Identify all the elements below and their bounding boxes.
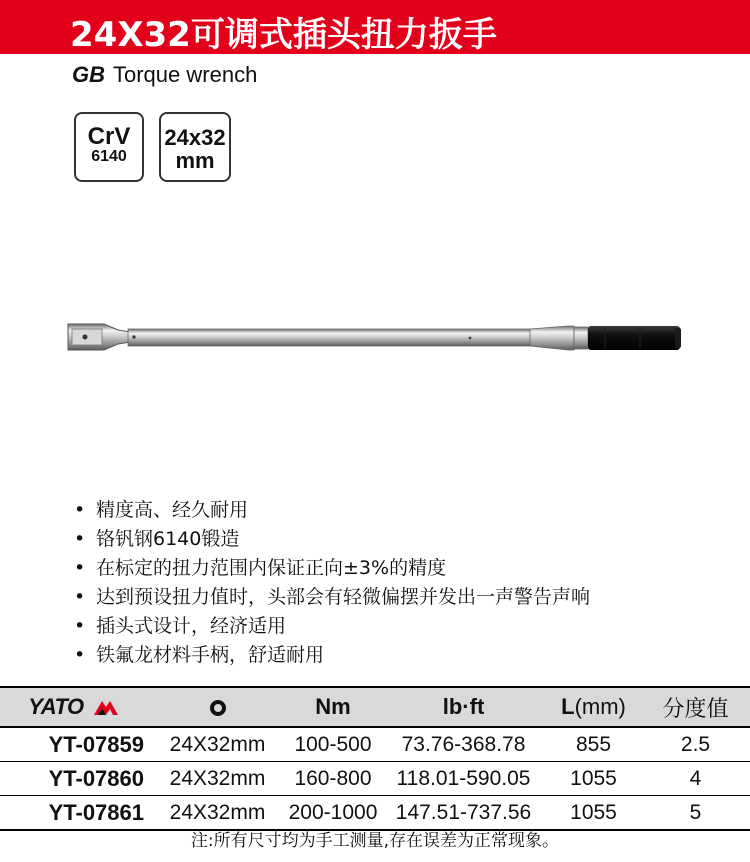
length-unit: (mm) [574,694,626,719]
model-cell: YT-07859 [0,727,150,762]
bullet-icon: • [74,644,86,666]
size-header [150,687,285,727]
feature-item: • 铬钒钢6140锻造 [74,525,590,554]
feature-item: • 在标定的扭力范围内保证正向±3%的精度 [74,554,590,583]
division-cell: 5 [641,796,750,831]
feature-list [74,496,590,670]
lbft-cell: 73.76-368.78 [381,727,546,762]
size-cell: 24X32mm [150,796,285,831]
table-row [0,796,750,831]
footnote: 注:所有尺寸均为手工测量,存在误差为正常现象。 [190,831,560,851]
lbft-cell: 118.01-590.05 [381,762,546,796]
size-badge [159,112,231,182]
size-unit: mm [175,148,215,174]
feature-item: • 插头式设计，经济适用 [74,612,590,641]
lbft-cell: 147.51-737.56 [381,796,546,831]
feature-item: • 达到预设扭力值时，头部会有轻微偏摆并发出一声警告声响 [74,583,590,612]
nm-cell: 160-800 [285,762,381,796]
brand-header [0,687,150,727]
ring-icon [210,700,226,716]
bullet-icon: • [74,586,86,608]
length-label: L [561,694,575,719]
product-subtitle [72,62,257,88]
table-header-row [0,687,750,727]
material-main: CrV [87,123,131,150]
spec-table [0,686,750,831]
model-cell: YT-07860 [0,762,150,796]
material-grade: 6140 [91,148,127,166]
length-cell: 1055 [546,796,641,831]
product-name-en: Torque wrench [113,62,258,87]
material-badge [74,112,144,182]
torque-wrench-image [60,316,690,356]
division-cell: 4 [641,762,750,796]
title-bar [0,0,750,54]
bullet-icon: • [74,528,86,550]
feature-item: • 精度高、经久耐用 [74,496,590,525]
length-cell: 1055 [546,762,641,796]
bullet-icon: • [74,499,86,521]
model-cell: YT-07861 [0,796,150,831]
feature-item: • 铁氟龙材料手柄，舒适耐用 [74,641,590,670]
lbft-header: lb·ft [381,687,546,727]
bullet-icon: • [74,615,86,637]
size-cell: 24X32mm [150,727,285,762]
division-header: 分度值 [641,687,750,727]
size-main: 24x32 [164,125,226,150]
nm-cell: 100-500 [285,727,381,762]
yato-logo-icon [92,699,122,717]
page-title: 24X32可调式插头扭力扳手 [70,15,497,55]
nm-cell: 200-1000 [285,796,381,831]
nm-header: Nm [285,687,381,727]
brand-logo-text: YATO [28,694,84,719]
length-header [546,687,641,727]
table-row [0,727,750,762]
division-cell: 2.5 [641,727,750,762]
length-cell: 855 [546,727,641,762]
size-cell: 24X32mm [150,762,285,796]
bullet-icon: • [74,557,86,579]
standard-label: GB [72,62,105,87]
table-row [0,762,750,796]
